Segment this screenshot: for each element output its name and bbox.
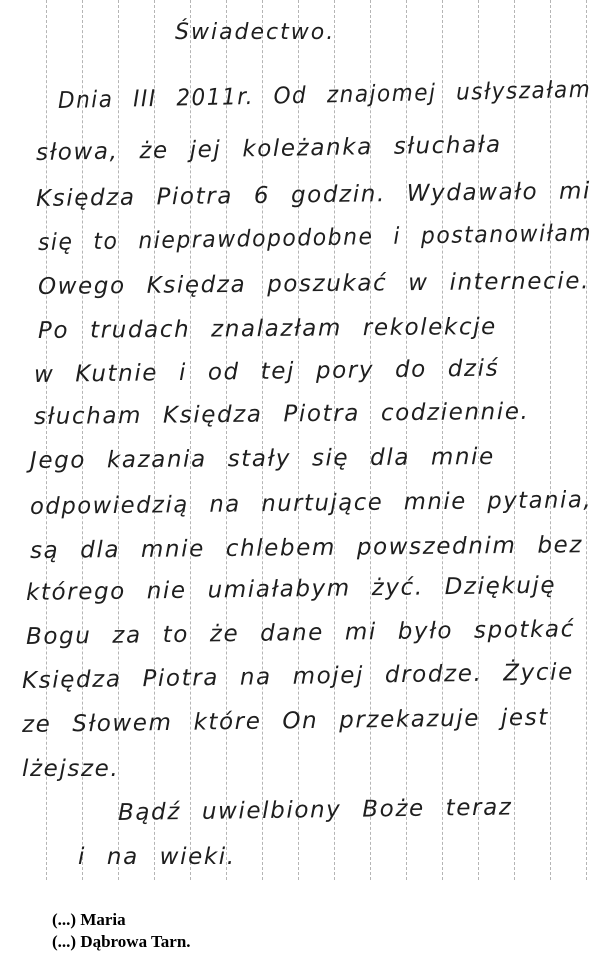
ruled-line [370,0,371,880]
letter-line: Bogu za to że dane mi było spotkać [25,616,576,650]
closing-line: i na wieki. [78,844,236,870]
closing-line: Bądź uwielbiony Boże teraz [117,794,513,826]
ruled-line [46,0,47,880]
letter-title: Świadectwo. [175,20,336,45]
letter-line: w Kutnie i od tej pory do dziś [33,355,500,388]
ruled-line [190,0,191,880]
letter-line: Dnia III 2011r. Od znajomej usłyszałam [57,76,592,114]
ruled-line [550,0,551,880]
ruled-line [262,0,263,880]
ruled-line [298,0,299,880]
ruled-line [82,0,83,880]
ruled-line [118,0,119,880]
letter-line: są dla mnie chlebem powszednim bez [29,532,584,564]
letter-line: Owego Księdza poszukać w internecie. [37,268,591,300]
ruled-line [154,0,155,880]
letter-line: Księdza Piotra 6 godzin. Wydawało mi [35,178,592,212]
ruled-line [586,0,587,880]
letter-line: Księdza Piotra na mojej drodze. Życie [21,659,575,694]
signature-name: (...) Maria [52,910,126,929]
letter-line: którego nie umiałabym żyć. Dziękuję [25,572,557,606]
ruled-line [226,0,227,880]
signature-place: (...) Dąbrowa Tarn. [52,932,191,951]
letter-line: słucham Księdza Piotra codziennie. [33,398,530,430]
letter-line: lżejsze. [22,756,120,782]
letter-line: ze Słowem które On przekazuje jest [21,704,550,738]
ruled-line [406,0,407,880]
letter-line: Po trudach znalazłam rekolekcje [37,313,497,344]
letter-line: Jego kazania stały się dla mnie [29,443,495,474]
letter-line: odpowiedzią na nurtujące mnie pytania, [29,487,593,520]
ruled-line [514,0,515,880]
ruled-line [334,0,335,880]
letter-line: słowa, że jej koleżanka słuchała [35,131,502,166]
letter-line: się to nieprawdopodobne i postanowiłam [37,220,593,256]
